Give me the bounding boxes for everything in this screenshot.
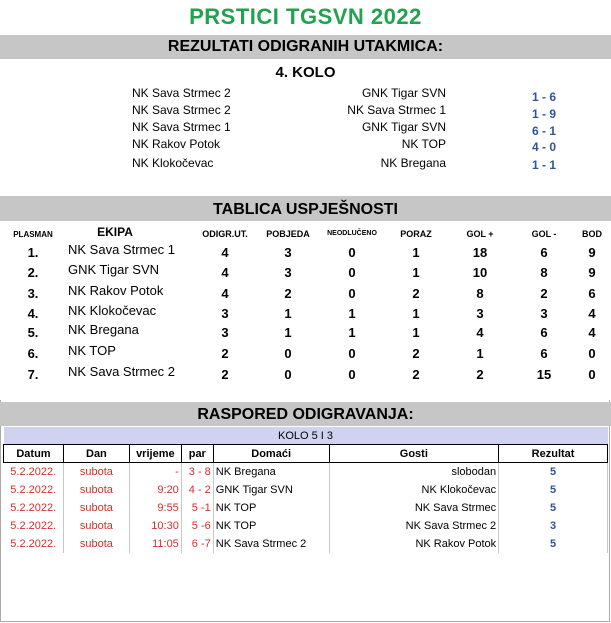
col-par: par xyxy=(181,445,213,463)
standing-played: 2 xyxy=(221,346,229,361)
schedule-date: 5.2.2022. xyxy=(4,535,64,553)
schedule-date: 5.2.2022. xyxy=(4,463,64,482)
result-row xyxy=(0,86,611,103)
col-vrijeme: vrijeme xyxy=(129,445,181,463)
standing-pos: 3. xyxy=(27,286,39,301)
standing-played: 4 xyxy=(221,245,229,260)
result-home: NK Rakov Potok xyxy=(132,137,221,151)
standing-goals-for: 3 xyxy=(476,306,484,321)
standings-row xyxy=(0,364,611,384)
result-away: NK TOP xyxy=(401,137,446,151)
standing-won: 1 xyxy=(284,325,292,340)
standing-played: 3 xyxy=(221,306,229,321)
standing-team: NK Bregana xyxy=(68,322,139,337)
result-home: NK Sava Strmec 2 xyxy=(132,103,231,117)
standing-won: 3 xyxy=(284,265,292,280)
standing-lost: 1 xyxy=(412,306,420,321)
result-row xyxy=(0,103,611,120)
standing-points: 4 xyxy=(588,306,596,321)
schedule-day: subota xyxy=(63,499,129,517)
result-away: GNK Tigar SVN xyxy=(361,86,446,100)
result-home: NK Klokočevac xyxy=(132,156,214,170)
standing-goals-for: 8 xyxy=(476,286,484,301)
result-away: NK Sava Strmec 1 xyxy=(347,103,446,117)
col-domaci: Domaći xyxy=(213,445,329,463)
standing-team: NK Sava Strmec 2 xyxy=(68,364,175,379)
standing-goals-against: 8 xyxy=(540,265,548,280)
standing-drawn: 0 xyxy=(348,265,356,280)
schedule-home: NK Bregana xyxy=(213,463,329,482)
standings-row xyxy=(0,242,611,262)
col-dan: Dan xyxy=(63,445,129,463)
schedule-date: 5.2.2022. xyxy=(4,499,64,517)
standing-points: 0 xyxy=(588,346,596,361)
standing-won: 1 xyxy=(284,306,292,321)
standing-goals-against: 3 xyxy=(540,306,548,321)
schedule-day: subota xyxy=(63,481,129,499)
schedule-time: 11:05 xyxy=(129,535,181,553)
col-neodluceno: NEODLUČENO xyxy=(327,230,377,237)
col-datum: Datum xyxy=(4,445,64,463)
schedule-date: 5.2.2022. xyxy=(4,481,64,499)
standing-points: 0 xyxy=(588,367,596,382)
standing-goals-for: 1 xyxy=(476,346,484,361)
standing-won: 0 xyxy=(284,346,292,361)
standing-lost: 1 xyxy=(412,325,420,340)
page-title: PRSTICI TGSVN 2022 xyxy=(189,4,422,29)
results-round: 4. KOLO xyxy=(275,64,336,81)
standing-drawn: 1 xyxy=(348,325,356,340)
schedule-row xyxy=(4,517,608,535)
schedule-day: subota xyxy=(63,517,129,535)
result-row xyxy=(0,137,611,154)
standing-drawn: 1 xyxy=(348,306,356,321)
standing-drawn: 0 xyxy=(348,286,356,301)
schedule-away: NK Sava Strmec xyxy=(329,499,499,517)
col-poraz: PORAZ xyxy=(400,229,432,239)
schedule-home: NK TOP xyxy=(213,517,329,535)
standing-points: 9 xyxy=(588,245,596,260)
standing-lost: 1 xyxy=(412,245,420,260)
col-gol-minus: GOL - xyxy=(531,229,557,239)
result-row xyxy=(0,120,611,137)
result-home: NK Sava Strmec 1 xyxy=(132,120,231,134)
schedule-row xyxy=(4,463,608,482)
schedule-result: 5 xyxy=(499,463,608,482)
col-pobjeda: POBJEDA xyxy=(266,229,310,239)
col-rezultat: Rezultat xyxy=(499,445,608,463)
standings-row xyxy=(0,303,611,323)
col-gol-plus: GOL + xyxy=(466,229,494,239)
standing-drawn: 0 xyxy=(348,245,356,260)
col-ekipa: EKIPA xyxy=(97,225,133,239)
schedule-pair: 4 - 2 xyxy=(181,481,213,499)
standings-header xyxy=(0,223,611,243)
schedule-result: 3 xyxy=(499,517,608,535)
result-score: 1 - 9 xyxy=(531,107,556,121)
schedule-round: KOLO 5 I 3 xyxy=(4,427,608,445)
schedule-row xyxy=(4,499,608,517)
standing-played: 4 xyxy=(221,265,229,280)
col-odigr: ODIGR.UT. xyxy=(202,229,248,239)
standing-drawn: 0 xyxy=(348,367,356,382)
col-plasman: PLASMAN xyxy=(13,230,53,239)
standing-played: 4 xyxy=(221,286,229,301)
standing-played: 2 xyxy=(221,367,229,382)
standing-points: 6 xyxy=(588,286,596,301)
standing-played: 3 xyxy=(221,325,229,340)
standings-row xyxy=(0,262,611,282)
standings-row xyxy=(0,322,611,342)
standing-pos: 5. xyxy=(27,325,39,340)
standing-pos: 7. xyxy=(27,367,39,382)
standing-goals-for: 18 xyxy=(472,245,488,260)
standing-goals-against: 6 xyxy=(540,346,548,361)
schedule-home: NK Sava Strmec 2 xyxy=(213,535,329,553)
standing-won: 2 xyxy=(284,286,292,301)
schedule-time: 10:30 xyxy=(129,517,181,535)
schedule-away: NK Klokočevac xyxy=(329,481,499,499)
col-gosti: Gosti xyxy=(329,445,499,463)
result-away: NK Bregana xyxy=(380,156,446,170)
schedule-day: subota xyxy=(63,535,129,553)
schedule-home: NK TOP xyxy=(213,499,329,517)
result-score: 4 - 0 xyxy=(531,140,556,154)
schedule-time: 9:55 xyxy=(129,499,181,517)
result-away: GNK Tigar SVN xyxy=(361,120,446,134)
standing-goals-for: 10 xyxy=(472,265,488,280)
col-bod: BOD xyxy=(582,229,602,239)
standing-goals-against: 6 xyxy=(540,245,548,260)
schedule-away: NK Rakov Potok xyxy=(329,535,499,553)
standing-pos: 4. xyxy=(27,306,39,321)
standing-drawn: 0 xyxy=(348,346,356,361)
result-score: 1 - 1 xyxy=(531,158,556,172)
schedule-row xyxy=(4,535,608,553)
schedule-row xyxy=(4,481,608,499)
schedule-home: GNK Tigar SVN xyxy=(213,481,329,499)
schedule-pair: 5 -6 xyxy=(181,517,213,535)
standing-points: 4 xyxy=(588,325,596,340)
schedule-pair: 5 -1 xyxy=(181,499,213,517)
standing-team: NK Klokočevac xyxy=(68,303,157,318)
schedule-round-bar xyxy=(4,427,608,445)
schedule-day: subota xyxy=(63,463,129,482)
schedule-away: slobodan xyxy=(329,463,499,482)
schedule-result: 5 xyxy=(499,535,608,553)
result-score: 1 - 6 xyxy=(531,90,556,104)
schedule-away: NK Sava Strmec 2 xyxy=(329,517,499,535)
result-home: NK Sava Strmec 2 xyxy=(132,86,231,100)
standing-lost: 1 xyxy=(412,265,420,280)
schedule-date: 5.2.2022. xyxy=(4,517,64,535)
standing-goals-for: 2 xyxy=(476,367,484,382)
standing-team: GNK Tigar SVN xyxy=(68,262,160,277)
standing-lost: 2 xyxy=(412,367,420,382)
standings-row xyxy=(0,283,611,303)
standing-team: NK TOP xyxy=(68,343,116,358)
schedule-table xyxy=(3,427,608,553)
standing-points: 9 xyxy=(588,265,596,280)
result-score: 6 - 1 xyxy=(531,124,556,138)
result-row xyxy=(0,156,611,173)
standing-goals-for: 4 xyxy=(476,325,484,340)
schedule-header xyxy=(4,445,608,463)
standing-won: 0 xyxy=(284,367,292,382)
standing-goals-against: 6 xyxy=(540,325,548,340)
standing-pos: 1. xyxy=(27,245,39,260)
standing-goals-against: 2 xyxy=(540,286,548,301)
standing-pos: 6. xyxy=(27,346,39,361)
standing-lost: 2 xyxy=(412,346,420,361)
standings-heading: TABLICA USPJEŠNOSTI xyxy=(0,196,611,221)
standing-won: 3 xyxy=(284,245,292,260)
schedule-pair: 6 -7 xyxy=(181,535,213,553)
standing-team: NK Sava Strmec 1 xyxy=(68,242,175,257)
standing-goals-against: 15 xyxy=(536,367,552,382)
results-heading: REZULTATI ODIGRANIH UTAKMICA: xyxy=(0,35,611,59)
standings-row xyxy=(0,343,611,363)
schedule-time: - xyxy=(129,463,181,482)
schedule-time: 9:20 xyxy=(129,481,181,499)
standing-pos: 2. xyxy=(27,265,39,280)
standing-team: NK Rakov Potok xyxy=(68,283,164,298)
schedule-pair: 3 - 8 xyxy=(181,463,213,482)
standing-lost: 2 xyxy=(412,286,420,301)
schedule-result: 5 xyxy=(499,499,608,517)
schedule-result: 5 xyxy=(499,481,608,499)
schedule-heading: RASPORED ODIGRAVANJA: xyxy=(0,402,611,426)
